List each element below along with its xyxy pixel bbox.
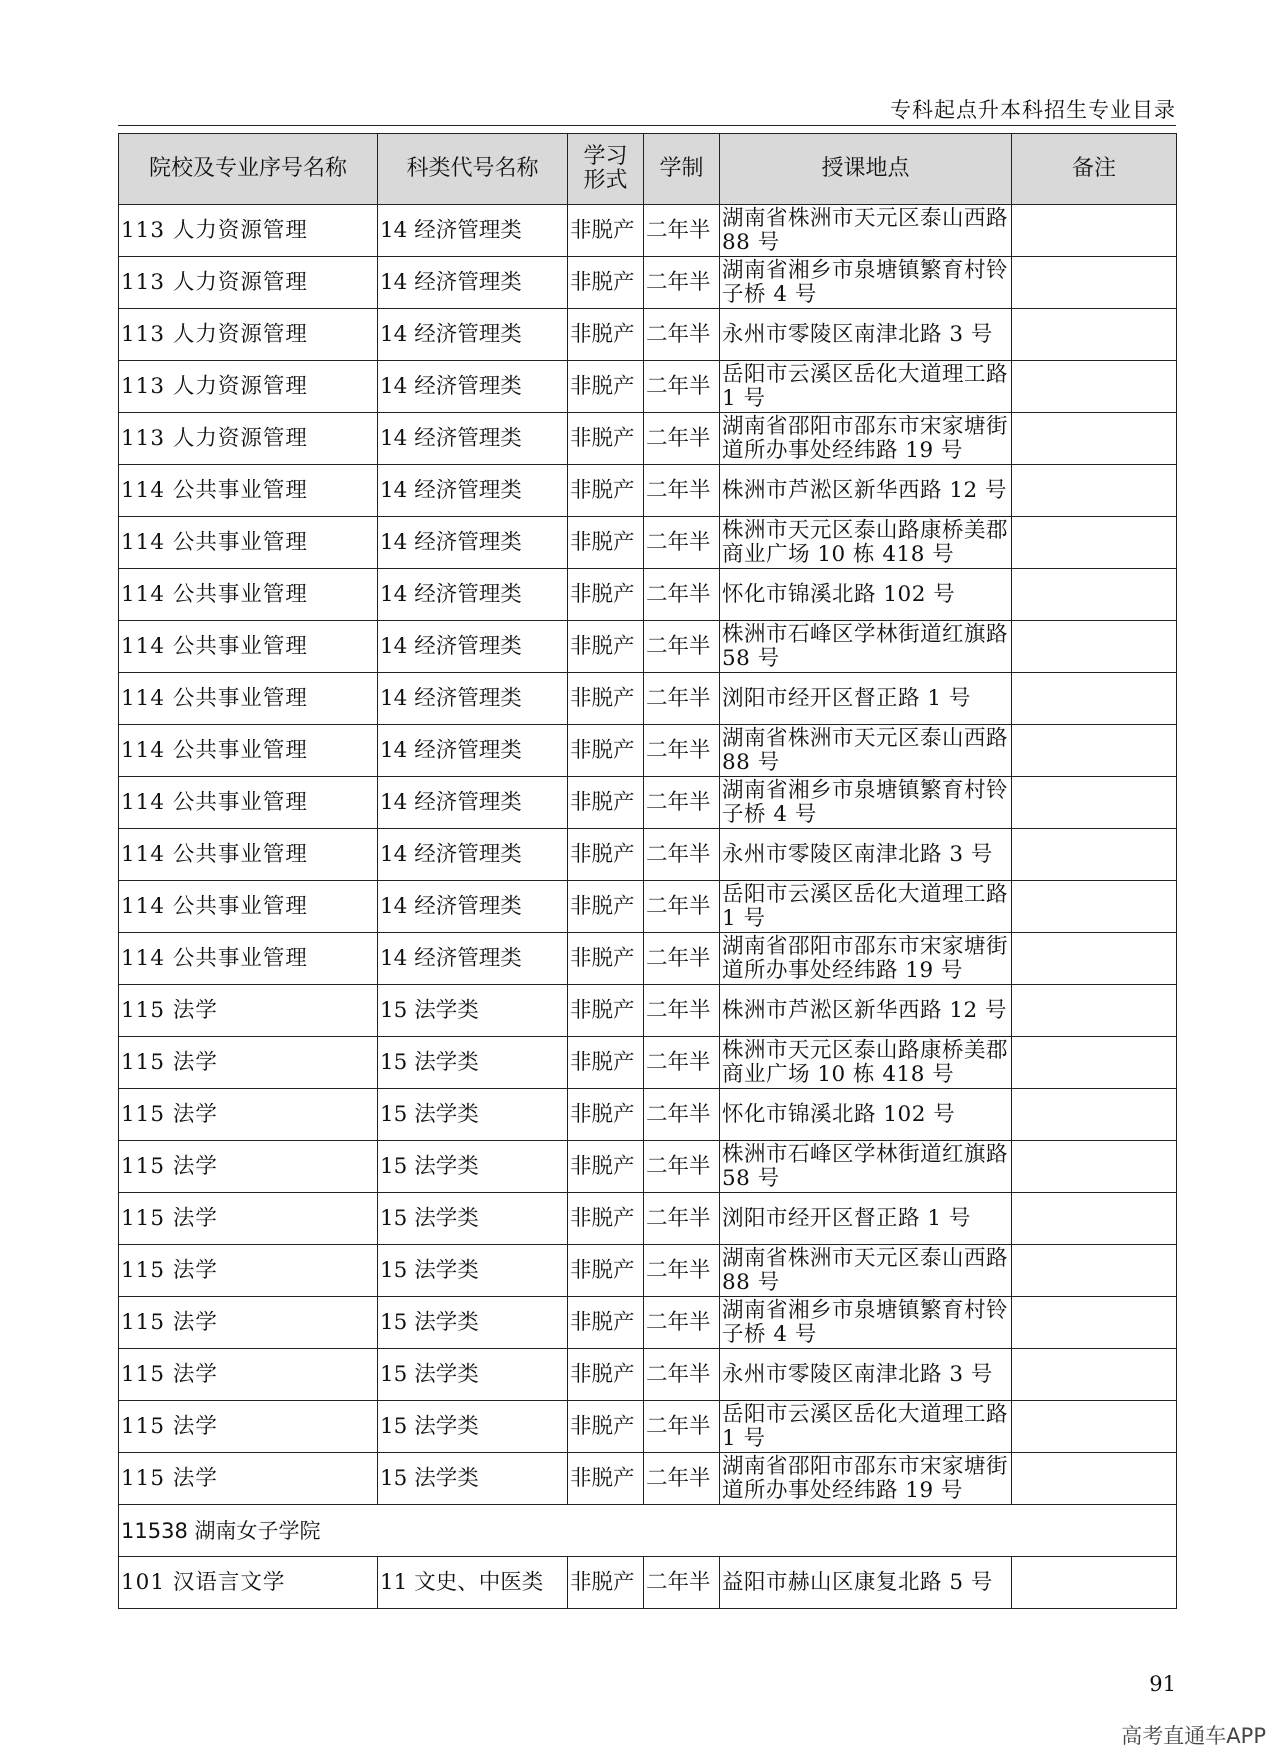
cell-major: 114 公共事业管理 [119,569,378,621]
cell-mode: 非脱产 [568,257,644,309]
cell-location: 湖南省株洲市天元区泰山西路 88 号 [720,205,1012,257]
table-row [119,829,1177,881]
cell-major: 113 人力资源管理 [119,257,378,309]
cell-category: 14 经济管理类 [378,829,568,881]
cell-location: 永州市零陵区南津北路 3 号 [720,309,1012,361]
cell-mode: 非脱产 [568,1453,644,1505]
cell-mode: 非脱产 [568,1141,644,1193]
cell-major: 101 汉语言文学 [119,1557,378,1609]
header-rule [118,125,1176,126]
cell-category: 14 经济管理类 [378,725,568,777]
cell-category: 15 法学类 [378,1401,568,1453]
cell-mode: 非脱产 [568,361,644,413]
cell-category: 11 文史、中医类 [378,1557,568,1609]
cell-major: 114 公共事业管理 [119,829,378,881]
cell-note [1012,1401,1177,1453]
cell-duration: 二年半 [644,309,720,361]
table-row [119,1453,1177,1505]
cell-location: 湖南省株洲市天元区泰山西路 88 号 [720,725,1012,777]
cell-note [1012,881,1177,933]
cell-duration: 二年半 [644,933,720,985]
table-row [119,517,1177,569]
table-row [119,309,1177,361]
cell-mode: 非脱产 [568,777,644,829]
cell-major: 115 法学 [119,1037,378,1089]
cell-duration: 二年半 [644,673,720,725]
cell-location: 湖南省湘乡市泉塘镇繁育村铃子桥 4 号 [720,777,1012,829]
cell-major: 113 人力资源管理 [119,413,378,465]
cell-major: 115 法学 [119,1193,378,1245]
table-row [119,933,1177,985]
table-row [119,257,1177,309]
major-catalog-table [118,133,1177,1609]
page-number: 91 [1149,1672,1176,1696]
cell-major: 114 公共事业管理 [119,465,378,517]
table-row [119,621,1177,673]
cell-mode: 非脱产 [568,517,644,569]
cell-category: 14 经济管理类 [378,205,568,257]
cell-category: 14 经济管理类 [378,517,568,569]
cell-category: 14 经济管理类 [378,257,568,309]
cell-duration: 二年半 [644,1401,720,1453]
cell-mode: 非脱产 [568,309,644,361]
cell-duration: 二年半 [644,1297,720,1349]
table-row [119,673,1177,725]
cell-category: 15 法学类 [378,1037,568,1089]
column-header-duration: 学制 [644,134,720,205]
cell-duration: 二年半 [644,1245,720,1297]
table-row [119,1557,1177,1609]
cell-duration: 二年半 [644,1193,720,1245]
cell-category: 14 经济管理类 [378,413,568,465]
cell-duration: 二年半 [644,361,720,413]
cell-mode: 非脱产 [568,1089,644,1141]
cell-major: 115 法学 [119,1089,378,1141]
cell-location: 湖南省湘乡市泉塘镇繁育村铃子桥 4 号 [720,257,1012,309]
table-row [119,1297,1177,1349]
cell-category: 14 经济管理类 [378,673,568,725]
cell-note [1012,413,1177,465]
table-row [119,413,1177,465]
cell-mode: 非脱产 [568,1401,644,1453]
cell-note [1012,465,1177,517]
cell-note [1012,1037,1177,1089]
cell-duration: 二年半 [644,1453,720,1505]
cell-location: 永州市零陵区南津北路 3 号 [720,1349,1012,1401]
cell-mode: 非脱产 [568,1245,644,1297]
cell-note [1012,1245,1177,1297]
cell-mode: 非脱产 [568,1557,644,1609]
cell-category: 15 法学类 [378,1297,568,1349]
cell-note [1012,1297,1177,1349]
cell-duration: 二年半 [644,517,720,569]
cell-location: 株洲市芦淞区新华西路 12 号 [720,465,1012,517]
cell-note [1012,725,1177,777]
cell-location: 永州市零陵区南津北路 3 号 [720,829,1012,881]
cell-note [1012,673,1177,725]
cell-duration: 二年半 [644,777,720,829]
table-row [119,205,1177,257]
cell-category: 14 经济管理类 [378,309,568,361]
cell-major: 114 公共事业管理 [119,517,378,569]
cell-category: 15 法学类 [378,1245,568,1297]
column-header-category: 科类代号名称 [378,134,568,205]
column-header-mode: 学习形式 [568,134,644,205]
cell-duration: 二年半 [644,569,720,621]
column-header-major: 院校及专业序号名称 [119,134,378,205]
cell-duration: 二年半 [644,257,720,309]
cell-location: 湖南省株洲市天元区泰山西路 88 号 [720,1245,1012,1297]
cell-location: 益阳市赫山区康复北路 5 号 [720,1557,1012,1609]
cell-note [1012,933,1177,985]
cell-category: 15 法学类 [378,1453,568,1505]
cell-major: 115 法学 [119,1349,378,1401]
cell-category: 14 经济管理类 [378,933,568,985]
cell-mode: 非脱产 [568,413,644,465]
cell-duration: 二年半 [644,1141,720,1193]
cell-location: 浏阳市经开区督正路 1 号 [720,673,1012,725]
table-row [119,725,1177,777]
cell-duration: 二年半 [644,413,720,465]
cell-duration: 二年半 [644,1037,720,1089]
cell-category: 14 经济管理类 [378,777,568,829]
cell-note [1012,1349,1177,1401]
cell-category: 14 经济管理类 [378,881,568,933]
cell-mode: 非脱产 [568,1193,644,1245]
cell-location: 株洲市天元区泰山路康桥美郡商业广场 10 栋 418 号 [720,1037,1012,1089]
cell-category: 15 法学类 [378,1193,568,1245]
cell-location: 株洲市芦淞区新华西路 12 号 [720,985,1012,1037]
cell-note [1012,1089,1177,1141]
cell-category: 15 法学类 [378,1141,568,1193]
table-row [119,1401,1177,1453]
cell-note [1012,1557,1177,1609]
table-header-row [119,134,1177,205]
cell-location: 湖南省邵阳市邵东市宋家塘街道所办事处经纬路 19 号 [720,1453,1012,1505]
cell-major: 114 公共事业管理 [119,881,378,933]
cell-note [1012,1141,1177,1193]
cell-mode: 非脱产 [568,933,644,985]
cell-mode: 非脱产 [568,985,644,1037]
table-row [119,881,1177,933]
table-row [119,1089,1177,1141]
cell-location: 浏阳市经开区督正路 1 号 [720,1193,1012,1245]
cell-duration: 二年半 [644,829,720,881]
cell-category: 14 经济管理类 [378,465,568,517]
cell-note [1012,621,1177,673]
table-row [119,361,1177,413]
cell-major: 113 人力资源管理 [119,361,378,413]
cell-mode: 非脱产 [568,881,644,933]
cell-mode: 非脱产 [568,1297,644,1349]
cell-mode: 非脱产 [568,673,644,725]
cell-mode: 非脱产 [568,569,644,621]
cell-location: 湖南省邵阳市邵东市宋家塘街道所办事处经纬路 19 号 [720,933,1012,985]
table-row [119,465,1177,517]
cell-mode: 非脱产 [568,1349,644,1401]
cell-duration: 二年半 [644,881,720,933]
cell-note [1012,569,1177,621]
cell-major: 115 法学 [119,1401,378,1453]
table-row [119,1349,1177,1401]
running-title: 专科起点升本科招生专业目录 [890,98,1176,122]
cell-category: 14 经济管理类 [378,361,568,413]
cell-mode: 非脱产 [568,205,644,257]
cell-major: 115 法学 [119,985,378,1037]
cell-note [1012,361,1177,413]
cell-location: 怀化市锦溪北路 102 号 [720,1089,1012,1141]
cell-major: 115 法学 [119,1453,378,1505]
cell-location: 岳阳市云溪区岳化大道理工路 1 号 [720,881,1012,933]
cell-location: 湖南省湘乡市泉塘镇繁育村铃子桥 4 号 [720,1297,1012,1349]
cell-note [1012,205,1177,257]
table-body [119,205,1177,1609]
cell-major: 115 法学 [119,1141,378,1193]
cell-location: 株洲市石峰区学林街道红旗路 58 号 [720,1141,1012,1193]
cell-duration: 二年半 [644,985,720,1037]
cell-note [1012,1453,1177,1505]
cell-duration: 二年半 [644,1349,720,1401]
cell-duration: 二年半 [644,1089,720,1141]
cell-location: 株洲市天元区泰山路康桥美郡商业广场 10 栋 418 号 [720,517,1012,569]
cell-mode: 非脱产 [568,465,644,517]
table-row [119,1193,1177,1245]
table-row [119,777,1177,829]
cell-duration: 二年半 [644,621,720,673]
cell-category: 15 法学类 [378,985,568,1037]
cell-note [1012,777,1177,829]
cell-duration: 二年半 [644,1557,720,1609]
cell-major: 113 人力资源管理 [119,205,378,257]
cell-note [1012,257,1177,309]
table-row [119,1141,1177,1193]
cell-major: 115 法学 [119,1245,378,1297]
cell-category: 15 法学类 [378,1089,568,1141]
cell-major: 113 人力资源管理 [119,309,378,361]
cell-location: 怀化市锦溪北路 102 号 [720,569,1012,621]
cell-category: 15 法学类 [378,1349,568,1401]
cell-category: 14 经济管理类 [378,569,568,621]
cell-note [1012,517,1177,569]
table-row [119,569,1177,621]
institution-name: 11538 湖南女子学院 [119,1505,1177,1557]
cell-major: 115 法学 [119,1297,378,1349]
cell-major: 114 公共事业管理 [119,621,378,673]
cell-note [1012,1193,1177,1245]
institution-row [119,1505,1177,1557]
cell-major: 114 公共事业管理 [119,777,378,829]
cell-note [1012,985,1177,1037]
cell-duration: 二年半 [644,725,720,777]
cell-major: 114 公共事业管理 [119,933,378,985]
cell-mode: 非脱产 [568,829,644,881]
column-header-location: 授课地点 [720,134,1012,205]
table-row [119,985,1177,1037]
column-header-note: 备注 [1012,134,1177,205]
cell-category: 14 经济管理类 [378,621,568,673]
cell-mode: 非脱产 [568,1037,644,1089]
watermark: 高考直通车APP [1121,1724,1266,1748]
cell-note [1012,829,1177,881]
cell-location: 岳阳市云溪区岳化大道理工路 1 号 [720,361,1012,413]
cell-location: 株洲市石峰区学林街道红旗路 58 号 [720,621,1012,673]
cell-mode: 非脱产 [568,725,644,777]
cell-location: 岳阳市云溪区岳化大道理工路 1 号 [720,1401,1012,1453]
cell-note [1012,309,1177,361]
cell-duration: 二年半 [644,205,720,257]
table-row [119,1037,1177,1089]
cell-major: 114 公共事业管理 [119,673,378,725]
cell-major: 114 公共事业管理 [119,725,378,777]
cell-location: 湖南省邵阳市邵东市宋家塘街道所办事处经纬路 19 号 [720,413,1012,465]
table-row [119,1245,1177,1297]
cell-mode: 非脱产 [568,621,644,673]
cell-duration: 二年半 [644,465,720,517]
